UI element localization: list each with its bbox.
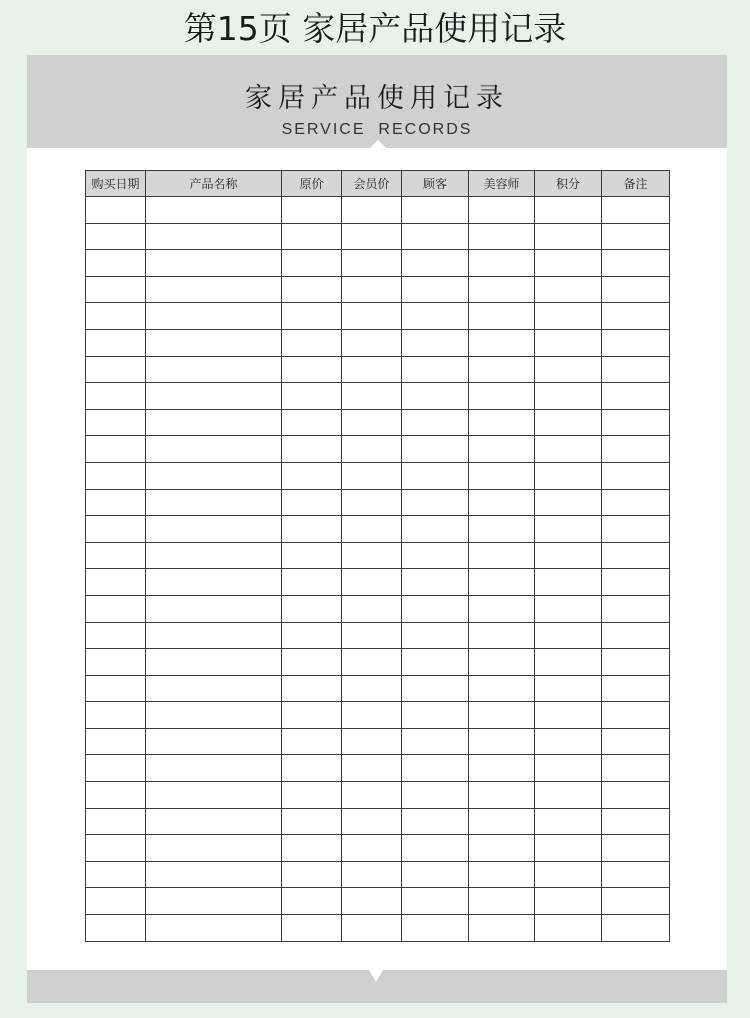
table-cell[interactable]: [342, 516, 402, 543]
column-header-member-price: 会员价: [342, 171, 402, 197]
table-cell[interactable]: [402, 276, 469, 303]
table-cell[interactable]: [602, 329, 670, 356]
table-cell[interactable]: [146, 436, 282, 463]
table-cell[interactable]: [402, 516, 469, 543]
table-cell[interactable]: [469, 622, 535, 649]
table-cell[interactable]: [282, 303, 342, 330]
table-cell[interactable]: [535, 436, 602, 463]
table-cell[interactable]: [535, 649, 602, 676]
table-cell[interactable]: [146, 303, 282, 330]
table-cell[interactable]: [282, 782, 342, 809]
table-cell[interactable]: [282, 835, 342, 862]
table-cell[interactable]: [342, 702, 402, 729]
table-cell[interactable]: [602, 728, 670, 755]
table-cell[interactable]: [342, 569, 402, 596]
table-cell[interactable]: [146, 755, 282, 782]
table-cell[interactable]: [342, 436, 402, 463]
table-cell[interactable]: [602, 250, 670, 277]
table-cell[interactable]: [402, 436, 469, 463]
column-header-original-price: 原价: [282, 171, 342, 197]
table-cell[interactable]: [602, 436, 670, 463]
table-cell[interactable]: [535, 835, 602, 862]
table-cell[interactable]: [282, 622, 342, 649]
table-cell[interactable]: [535, 516, 602, 543]
table-row: [86, 462, 670, 489]
table-cell[interactable]: [282, 489, 342, 516]
table-cell[interactable]: [146, 516, 282, 543]
table-cell[interactable]: [342, 915, 402, 942]
table-cell[interactable]: [535, 329, 602, 356]
title-band: [27, 55, 727, 148]
table-cell[interactable]: [342, 728, 402, 755]
table-cell[interactable]: [602, 409, 670, 436]
table-cell[interactable]: [282, 250, 342, 277]
table-cell[interactable]: [282, 675, 342, 702]
table-cell[interactable]: [402, 489, 469, 516]
table-cell[interactable]: [146, 835, 282, 862]
table-row: [86, 542, 670, 569]
table-cell[interactable]: [342, 197, 402, 224]
table-row: [86, 409, 670, 436]
table-cell[interactable]: [86, 755, 146, 782]
table-cell[interactable]: [282, 223, 342, 250]
table-cell[interactable]: [402, 888, 469, 915]
table-cell[interactable]: [342, 782, 402, 809]
table-cell[interactable]: [86, 383, 146, 410]
table-cell[interactable]: [86, 808, 146, 835]
table-cell[interactable]: [86, 462, 146, 489]
table-cell[interactable]: [469, 197, 535, 224]
table-cell[interactable]: [469, 835, 535, 862]
table-cell[interactable]: [146, 622, 282, 649]
table-row: [86, 915, 670, 942]
table-row: [86, 250, 670, 277]
table-cell[interactable]: [402, 861, 469, 888]
table-cell[interactable]: [282, 755, 342, 782]
records-table: [85, 170, 670, 942]
table-cell[interactable]: [469, 462, 535, 489]
table-cell[interactable]: [146, 782, 282, 809]
table-cell[interactable]: [86, 489, 146, 516]
table-cell[interactable]: [402, 728, 469, 755]
table-cell[interactable]: [146, 356, 282, 383]
table-cell[interactable]: [86, 356, 146, 383]
table-cell[interactable]: [469, 649, 535, 676]
table-cell[interactable]: [146, 861, 282, 888]
table-cell[interactable]: [602, 808, 670, 835]
table-cell[interactable]: [342, 250, 402, 277]
table-cell[interactable]: [342, 489, 402, 516]
table-cell[interactable]: [146, 808, 282, 835]
table-cell[interactable]: [282, 595, 342, 622]
record-sheet: [27, 55, 727, 1003]
table-row: [86, 569, 670, 596]
table-cell[interactable]: [602, 223, 670, 250]
table-row: [86, 329, 670, 356]
table-row: [86, 223, 670, 250]
table-cell[interactable]: [86, 675, 146, 702]
table-cell[interactable]: [282, 356, 342, 383]
table-cell[interactable]: [342, 675, 402, 702]
table-cell[interactable]: [146, 329, 282, 356]
table-cell[interactable]: [535, 702, 602, 729]
table-cell[interactable]: [282, 329, 342, 356]
table-cell[interactable]: [86, 542, 146, 569]
table-cell[interactable]: [535, 622, 602, 649]
table-cell[interactable]: [86, 250, 146, 277]
document-subtitle: SERVICE RECORDS: [281, 121, 473, 138]
table-cell[interactable]: [535, 250, 602, 277]
table-cell[interactable]: [342, 303, 402, 330]
table-cell[interactable]: [469, 303, 535, 330]
table-cell[interactable]: [469, 409, 535, 436]
table-cell[interactable]: [402, 356, 469, 383]
page-heading: 第15页 家居产品使用记录: [183, 9, 567, 48]
table-cell[interactable]: [469, 808, 535, 835]
table-cell[interactable]: [146, 569, 282, 596]
table-cell[interactable]: [469, 329, 535, 356]
table-cell[interactable]: [535, 276, 602, 303]
table-cell[interactable]: [342, 542, 402, 569]
column-header-notes: 备注: [602, 171, 670, 197]
table-cell[interactable]: [602, 835, 670, 862]
table-cell[interactable]: [535, 542, 602, 569]
table-cell[interactable]: [86, 329, 146, 356]
table-cell[interactable]: [146, 728, 282, 755]
table-cell[interactable]: [146, 542, 282, 569]
table-row: [86, 622, 670, 649]
table-cell[interactable]: [602, 303, 670, 330]
table-cell[interactable]: [86, 728, 146, 755]
table-cell[interactable]: [282, 649, 342, 676]
table-cell[interactable]: [535, 915, 602, 942]
title-band-notch: [370, 140, 386, 148]
table-row: [86, 489, 670, 516]
table-cell[interactable]: [602, 516, 670, 543]
table-cell[interactable]: [402, 250, 469, 277]
table-cell[interactable]: [402, 303, 469, 330]
records-table-body: [86, 197, 670, 942]
table-cell[interactable]: [602, 675, 670, 702]
table-cell[interactable]: [282, 276, 342, 303]
table-cell[interactable]: [342, 329, 402, 356]
table-cell[interactable]: [535, 356, 602, 383]
table-cell[interactable]: [342, 356, 402, 383]
table-cell[interactable]: [602, 595, 670, 622]
table-cell[interactable]: [282, 383, 342, 410]
table-cell[interactable]: [86, 888, 146, 915]
table-cell[interactable]: [86, 782, 146, 809]
table-cell[interactable]: [282, 462, 342, 489]
table-header-row: [86, 171, 670, 197]
table-cell[interactable]: [342, 409, 402, 436]
table-cell[interactable]: [602, 462, 670, 489]
table-cell[interactable]: [86, 861, 146, 888]
table-cell[interactable]: [402, 409, 469, 436]
table-cell[interactable]: [146, 276, 282, 303]
table-cell[interactable]: [602, 569, 670, 596]
table-cell[interactable]: [342, 622, 402, 649]
table-row: [86, 595, 670, 622]
table-row: [86, 808, 670, 835]
table-cell[interactable]: [146, 915, 282, 942]
table-cell[interactable]: [602, 702, 670, 729]
table-cell[interactable]: [86, 569, 146, 596]
table-cell[interactable]: [402, 223, 469, 250]
table-cell[interactable]: [469, 223, 535, 250]
table-cell[interactable]: [469, 516, 535, 543]
table-cell[interactable]: [535, 675, 602, 702]
table-row: [86, 888, 670, 915]
table-cell[interactable]: [469, 489, 535, 516]
table-cell[interactable]: [342, 276, 402, 303]
table-cell[interactable]: [469, 436, 535, 463]
table-cell[interactable]: [602, 915, 670, 942]
table-cell[interactable]: [469, 675, 535, 702]
table-cell[interactable]: [282, 542, 342, 569]
table-row: [86, 675, 670, 702]
table-cell[interactable]: [282, 728, 342, 755]
table-cell[interactable]: [469, 356, 535, 383]
table-cell[interactable]: [535, 223, 602, 250]
table-cell[interactable]: [602, 888, 670, 915]
table-cell[interactable]: [86, 649, 146, 676]
table-cell[interactable]: [282, 409, 342, 436]
table-cell[interactable]: [535, 861, 602, 888]
table-cell[interactable]: [146, 702, 282, 729]
table-cell[interactable]: [342, 223, 402, 250]
column-header-customer: 顾客: [402, 171, 469, 197]
table-cell[interactable]: [535, 303, 602, 330]
table-cell[interactable]: [535, 489, 602, 516]
table-cell[interactable]: [535, 808, 602, 835]
table-cell[interactable]: [602, 782, 670, 809]
table-cell[interactable]: [402, 915, 469, 942]
table-cell[interactable]: [469, 728, 535, 755]
table-row: [86, 197, 670, 224]
table-cell[interactable]: [282, 915, 342, 942]
table-cell[interactable]: [86, 595, 146, 622]
table-cell[interactable]: [282, 569, 342, 596]
table-cell[interactable]: [535, 197, 602, 224]
table-cell[interactable]: [342, 383, 402, 410]
table-cell[interactable]: [602, 542, 670, 569]
table-row: [86, 383, 670, 410]
table-cell[interactable]: [402, 675, 469, 702]
table-cell[interactable]: [342, 888, 402, 915]
table-cell[interactable]: [146, 888, 282, 915]
table-cell[interactable]: [146, 595, 282, 622]
table-cell[interactable]: [469, 888, 535, 915]
table-cell[interactable]: [342, 755, 402, 782]
table-cell[interactable]: [86, 436, 146, 463]
table-cell[interactable]: [535, 409, 602, 436]
table-cell[interactable]: [86, 835, 146, 862]
table-cell[interactable]: [86, 622, 146, 649]
table-cell[interactable]: [469, 755, 535, 782]
column-header-beautician: 美容师: [469, 171, 535, 197]
table-cell[interactable]: [342, 462, 402, 489]
table-cell[interactable]: [86, 276, 146, 303]
table-cell[interactable]: [535, 462, 602, 489]
table-cell[interactable]: [469, 702, 535, 729]
table-cell[interactable]: [86, 702, 146, 729]
column-header-purchase-date: 购买日期: [86, 171, 146, 197]
table-cell[interactable]: [402, 462, 469, 489]
table-cell[interactable]: [402, 329, 469, 356]
table-cell[interactable]: [86, 516, 146, 543]
column-header-points: 积分: [535, 171, 602, 197]
table-cell[interactable]: [402, 622, 469, 649]
table-cell[interactable]: [402, 197, 469, 224]
table-cell[interactable]: [469, 569, 535, 596]
table-cell[interactable]: [602, 622, 670, 649]
table-cell[interactable]: [282, 888, 342, 915]
table-row: [86, 516, 670, 543]
table-cell[interactable]: [282, 516, 342, 543]
table-cell[interactable]: [469, 861, 535, 888]
table-cell[interactable]: [342, 835, 402, 862]
table-cell[interactable]: [602, 649, 670, 676]
table-row: [86, 728, 670, 755]
table-cell[interactable]: [469, 782, 535, 809]
table-row: [86, 861, 670, 888]
table-cell[interactable]: [86, 409, 146, 436]
table-cell[interactable]: [146, 649, 282, 676]
table-cell[interactable]: [602, 861, 670, 888]
table-cell[interactable]: [342, 649, 402, 676]
table-cell[interactable]: [282, 197, 342, 224]
table-cell[interactable]: [602, 356, 670, 383]
table-cell[interactable]: [282, 702, 342, 729]
table-cell[interactable]: [535, 888, 602, 915]
table-cell[interactable]: [86, 197, 146, 224]
table-cell[interactable]: [402, 808, 469, 835]
table-cell[interactable]: [535, 755, 602, 782]
table-cell[interactable]: [602, 276, 670, 303]
table-row: [86, 356, 670, 383]
document-title: 家居产品使用记录: [245, 83, 509, 114]
table-row: [86, 755, 670, 782]
table-cell[interactable]: [469, 542, 535, 569]
table-cell[interactable]: [602, 489, 670, 516]
table-cell[interactable]: [282, 861, 342, 888]
table-cell[interactable]: [535, 595, 602, 622]
table-cell[interactable]: [469, 250, 535, 277]
table-cell[interactable]: [86, 303, 146, 330]
table-row: [86, 303, 670, 330]
table-cell[interactable]: [535, 569, 602, 596]
table-row: [86, 702, 670, 729]
column-header-product-name: 产品名称: [146, 171, 282, 197]
table-cell[interactable]: [402, 569, 469, 596]
table-cell[interactable]: [146, 197, 282, 224]
table-cell[interactable]: [535, 782, 602, 809]
table-cell[interactable]: [146, 409, 282, 436]
table-cell[interactable]: [342, 861, 402, 888]
table-cell[interactable]: [402, 702, 469, 729]
table-cell[interactable]: [602, 755, 670, 782]
table-cell[interactable]: [535, 383, 602, 410]
table-cell[interactable]: [535, 728, 602, 755]
table-cell[interactable]: [402, 782, 469, 809]
table-row: [86, 782, 670, 809]
table-cell[interactable]: [402, 542, 469, 569]
table-cell[interactable]: [342, 808, 402, 835]
table-cell[interactable]: [469, 595, 535, 622]
footer-band-notch: [369, 970, 383, 982]
table-cell[interactable]: [282, 808, 342, 835]
table-cell[interactable]: [146, 223, 282, 250]
table-cell[interactable]: [146, 250, 282, 277]
table-cell[interactable]: [282, 436, 342, 463]
table-cell[interactable]: [602, 197, 670, 224]
table-row: [86, 276, 670, 303]
table-cell[interactable]: [146, 675, 282, 702]
table-cell[interactable]: [342, 595, 402, 622]
table-cell[interactable]: [402, 755, 469, 782]
table-cell[interactable]: [402, 649, 469, 676]
table-cell[interactable]: [402, 835, 469, 862]
table-cell[interactable]: [602, 383, 670, 410]
table-cell[interactable]: [469, 383, 535, 410]
table-cell[interactable]: [402, 383, 469, 410]
table-cell[interactable]: [86, 915, 146, 942]
table-cell[interactable]: [146, 489, 282, 516]
table-cell[interactable]: [469, 276, 535, 303]
table-cell[interactable]: [146, 383, 282, 410]
table-cell[interactable]: [469, 915, 535, 942]
table-cell[interactable]: [86, 223, 146, 250]
table-row: [86, 649, 670, 676]
table-row: [86, 835, 670, 862]
table-cell[interactable]: [402, 595, 469, 622]
table-row: [86, 436, 670, 463]
table-cell[interactable]: [146, 462, 282, 489]
